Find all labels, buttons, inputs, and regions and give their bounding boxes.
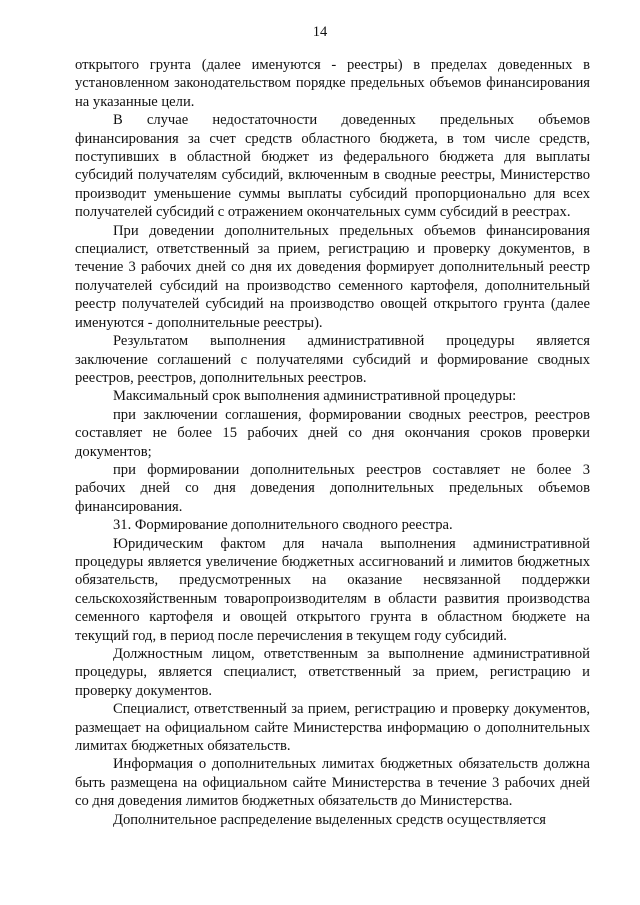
paragraph-additional-funding: При доведении дополнительных предельных объемов финансирования специалист, ответственный за прием, регистрацию и проверку документов, в течение 3 рабочих дней со дня их доведения формирует дополнительный реестр получателей субсидий на производство семенного картофеля, дополнительный реестр получателей субсидий на производство овощей открытого грунта (далее именуются - дополнительные реестры).: [75, 222, 590, 331]
paragraph-term-additional: при формировании дополнительных реестров составляет не более 3 рабочих дней со дня доведения дополнительных предельных объемов финансирования.: [75, 461, 590, 515]
paragraph-information-deadline: Информация о дополнительных лимитах бюджетных обязательств должна быть размещена на официальном сайте Министерства в течение 3 рабочих дней со дня доведения лимитов бюджетных обязательств до Министерства.: [75, 756, 590, 810]
paragraph-procedure-result: Результатом выполнения административной процедуры является заключение соглашений с получателями субсидий и формирование сводных реестров, реестров, дополнительных реестров.: [75, 333, 590, 386]
paragraph-additional-distribution: Дополнительное распределение выделенных средств осуществляется: [113, 811, 547, 828]
paragraph-max-term: Максимальный срок выполнения административной процедуры:: [113, 388, 517, 405]
paragraph-responsible-official: Должностным лицом, ответственным за выполнение административной процедуры, является специалист, ответственный за прием, регистрацию и проверку документов.: [75, 646, 590, 699]
paragraph-insufficient-funding: В случае недостаточности доведенных предельных объемов финансирования за счет средств областного бюджета, в том числе средств, поступивших в областной бюджет из федерального бюджета для выплаты субсидий получателям субсидий, включенным в сводные реестры, Министерство производит уменьшение суммы выплаты субсидий пропорционально для всех получателей субсидий с отражением окончательных сумм субсидий в реестрах.: [75, 112, 590, 221]
paragraph-specialist-publishes: Специалист, ответственный за прием, регистрацию и проверку документов, размещает на официальном сайте Министерства информацию о дополнительных лимитах бюджетных обязательств.: [75, 701, 590, 755]
page-number: 14: [312, 24, 328, 40]
section-heading-31: 31. Формирование дополнительного сводного реестра.: [113, 517, 453, 534]
paragraph-term-agreement: при заключении соглашения, формировании сводных реестров, реестров составляет не более 15 рабочих дней со дня окончания сроков проверки документов;: [75, 406, 590, 460]
paragraph-legal-fact: Юридическим фактом для начала выполнения административной процедуры является увеличение бюджетных ассигнований и лимитов бюджетных обязательств, предусмотренных на оказание несвязанной поддержки сельскохозяйственным товаропроизводителям в области развития производства семенного картофеля и овощей открытого грунта в областном бюджете на текущий год, в период после перечисления в текущем году субсидий.: [75, 535, 590, 644]
paragraph-continuation: открытого грунта (далее именуются - реестры) в пределах доведенных в установленном законодательством порядке предельных объемов финансирования на указанные цели.: [75, 57, 590, 110]
